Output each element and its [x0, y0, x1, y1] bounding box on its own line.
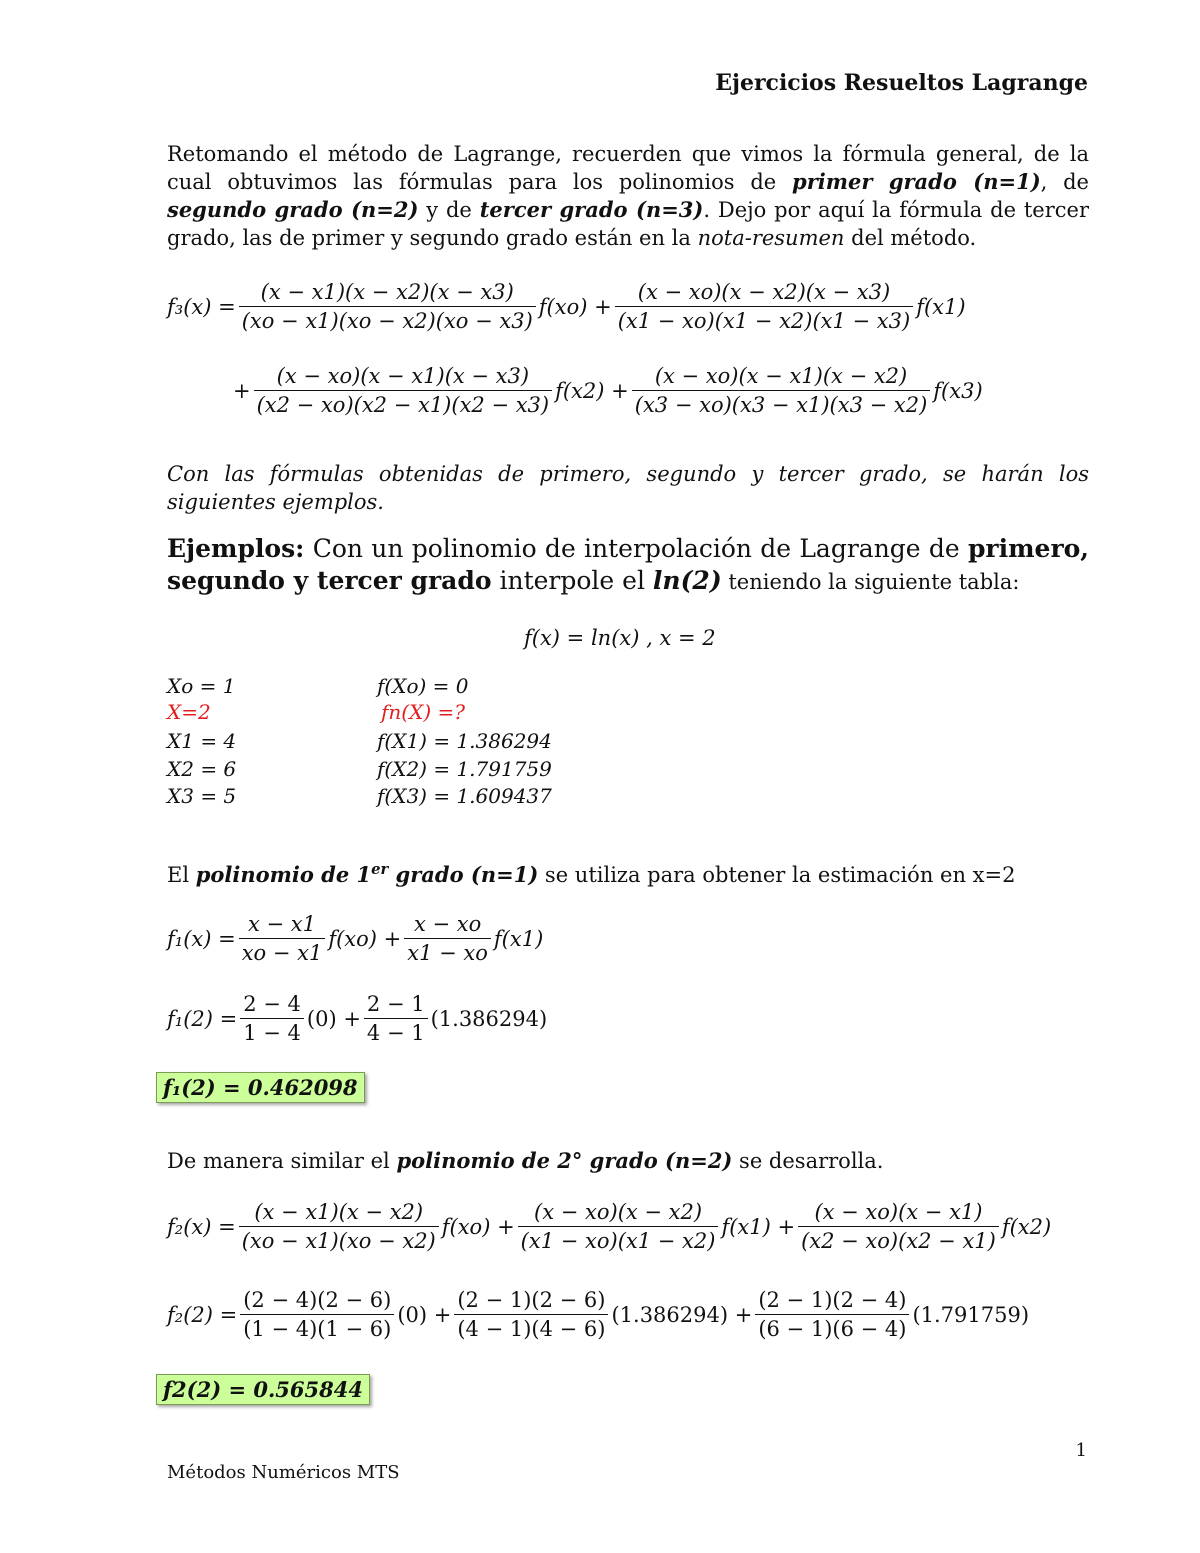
f-term: f(x1) + [721, 1214, 796, 1239]
fx-value: f(X1) = 1.386294 [377, 729, 552, 753]
f2-result [156, 1374, 370, 1405]
denominator: (6 − 1)(6 − 4) [755, 1314, 909, 1341]
denominator: (1 − 4)(1 − 6) [240, 1314, 394, 1341]
table-row [167, 757, 552, 781]
fx-value: f(Xo) = 0 [377, 674, 469, 698]
f3-formula-line1 [167, 280, 966, 333]
fraction [254, 364, 553, 417]
denominator: (xo − x1)(xo − x2) [239, 1226, 439, 1253]
value-term: (0) + [397, 1302, 452, 1327]
fraction [518, 1200, 719, 1253]
fraction [404, 912, 491, 965]
page-header-title: Ejercicios Resueltos Lagrange [715, 70, 1088, 96]
denominator: xo − x1 [239, 938, 326, 965]
f-term: f(xo) + [538, 294, 612, 319]
f2-lhs: f₂(2) = [167, 1302, 238, 1327]
ejemplos-bold: primero, segundo y tercer grado [167, 534, 1089, 595]
intro-text: Retomando el método de Lagrange, recuerden que vimos la fórmula general, de la cual obtuvimos las fórmulas para los polinomios de [167, 142, 1089, 194]
fraction [240, 992, 304, 1045]
fraction [454, 1288, 608, 1341]
result-box: f2(2) = 0.565844 [156, 1374, 370, 1405]
denominator: 1 − 4 [240, 1018, 304, 1045]
fraction [240, 1288, 394, 1341]
intro-bold-2: segundo grado (n=2) [167, 197, 419, 222]
intro-bold-3: tercer grado (n=3) [479, 197, 704, 222]
first-degree-intro [167, 856, 1089, 889]
bold-text: grado (n=1) [388, 862, 539, 887]
denominator: (x2 − xo)(x2 − x1) [798, 1226, 999, 1253]
value-term: (1.386294) + [611, 1302, 753, 1327]
table-row [167, 784, 552, 808]
second-degree-intro [167, 1147, 1089, 1175]
ejemplos-text: teniendo la siguiente tabla: [721, 570, 1020, 594]
f-term: f(x2) + [555, 378, 629, 403]
fraction [798, 1200, 999, 1253]
numerator: (x − xo)(x − x1)(x − x3) [276, 364, 530, 388]
numerator: (x − x1)(x − x2) [254, 1200, 424, 1224]
f-term: f(x2) [1001, 1214, 1052, 1239]
page-number: 1 [1075, 1440, 1087, 1461]
f-term: f(x3) [933, 378, 983, 403]
numerator: (2 − 1)(2 − 6) [457, 1288, 606, 1312]
x-value: X3 = 5 [167, 784, 237, 808]
numerator: (x − xo)(x − x2) [534, 1200, 703, 1224]
f1-formula [167, 912, 543, 965]
f-term: f(xo) + [441, 1214, 515, 1239]
f1-result [156, 1072, 365, 1103]
bold-text: polinomio de 2° grado (n=2) [396, 1148, 733, 1173]
ejemplos-text: Con un polinomio de interpolación de Lagrange de [304, 534, 968, 563]
intro-text: . Dejo por aquí la fórmula de tercer grado, las de primer y segundo grado están en la [167, 198, 1089, 250]
denominator: (x3 − xo)(x3 − x1)(x3 − x2) [632, 390, 931, 417]
fx-value: f(X2) = 1.791759 [377, 757, 552, 781]
numerator: (2 − 4)(2 − 6) [243, 1288, 392, 1312]
value-term: (1.791759) [912, 1302, 1030, 1327]
f-term: f(x1) [916, 294, 966, 319]
x-value: Xo = 1 [167, 674, 236, 698]
f3-lhs: f₃(x) = [167, 294, 236, 319]
f1-substitution [167, 992, 547, 1045]
denominator: (4 − 1)(4 − 6) [454, 1314, 608, 1341]
text: se desarrolla. [732, 1149, 884, 1173]
function-definition: f(x) = ln(x) , x = 2 [524, 626, 716, 650]
intro-text: del método. [844, 226, 977, 250]
x-value: X=2 [167, 700, 211, 724]
numerator: (x − xo)(x − x2)(x − x3) [637, 280, 891, 304]
footer-text: Métodos Numéricos MTS [167, 1462, 400, 1483]
f1-lhs: f₁(x) = [167, 926, 236, 951]
fraction [364, 992, 428, 1045]
numerator: (x − xo)(x − x1)(x − x2) [654, 364, 908, 388]
table-row [167, 674, 469, 698]
numerator: (2 − 1)(2 − 4) [758, 1288, 907, 1312]
fx-value: fn(X) =? [381, 700, 465, 724]
table-row [167, 729, 552, 753]
intro-text: y de [418, 198, 480, 222]
fraction [239, 280, 536, 333]
fraction [632, 364, 931, 417]
text: De manera similar el [167, 1149, 397, 1173]
note-paragraph: Con las fórmulas obtenidas de primero, segundo y tercer grado, se harán los siguientes ejemplos. [167, 462, 1089, 514]
ejemplos-ln: ln(2) [652, 566, 722, 595]
intro-text: , de [1040, 170, 1089, 194]
value-term: (0) + [306, 1006, 361, 1031]
fx-value: f(X3) = 1.609437 [377, 784, 552, 808]
f-term: f(x1) [493, 926, 544, 951]
intro-italic: nota-resumen [697, 226, 845, 250]
denominator: (x1 − xo)(x1 − x2)(x1 − x3) [615, 306, 914, 333]
denominator: 4 − 1 [364, 1018, 428, 1045]
intro-bold-1: primer grado (n=1) [792, 169, 1041, 194]
f-term: f(xo) + [328, 926, 402, 951]
numerator: (x − x1)(x − x2)(x − x3) [260, 280, 514, 304]
numerator: x − x1 [248, 912, 317, 936]
fraction [615, 280, 914, 333]
numerator: (x − xo)(x − x1) [814, 1200, 983, 1224]
value-term: (1.386294) [430, 1006, 548, 1031]
text: se utiliza para obtener la estimación en x=2 [538, 863, 1016, 887]
ejemplos-text: interpole el [491, 566, 653, 595]
plus-sign: + [233, 378, 251, 403]
denominator: x1 − xo [404, 938, 491, 965]
denominator: (xo − x1)(xo − x2)(xo − x3) [239, 306, 536, 333]
ejemplos-paragraph [167, 533, 1089, 598]
fraction [755, 1288, 909, 1341]
bold-text: polinomio de 1 [195, 862, 372, 887]
f3-formula-line2 [233, 364, 983, 417]
table-row-target [167, 700, 465, 724]
x-value: X2 = 6 [167, 757, 237, 781]
x-value: X1 = 4 [167, 729, 237, 753]
result-box: f₁(2) = 0.462098 [156, 1072, 365, 1103]
numerator: 2 − 1 [366, 992, 425, 1016]
text: El [167, 863, 196, 887]
fraction [239, 912, 326, 965]
f2-substitution [167, 1288, 1029, 1341]
ejemplos-label: Ejemplos: [167, 534, 305, 563]
numerator: 2 − 4 [243, 992, 301, 1016]
numerator: x − xo [413, 912, 482, 936]
f2-lhs: f₂(x) = [167, 1214, 236, 1239]
denominator: (x1 − xo)(x1 − x2) [518, 1226, 719, 1253]
intro-paragraph [167, 140, 1089, 252]
f1-lhs: f₁(2) = [167, 1006, 238, 1031]
superscript: er [371, 861, 389, 878]
f2-formula [167, 1200, 1051, 1253]
denominator: (x2 − xo)(x2 − x1)(x2 − x3) [254, 390, 553, 417]
fraction [239, 1200, 439, 1253]
